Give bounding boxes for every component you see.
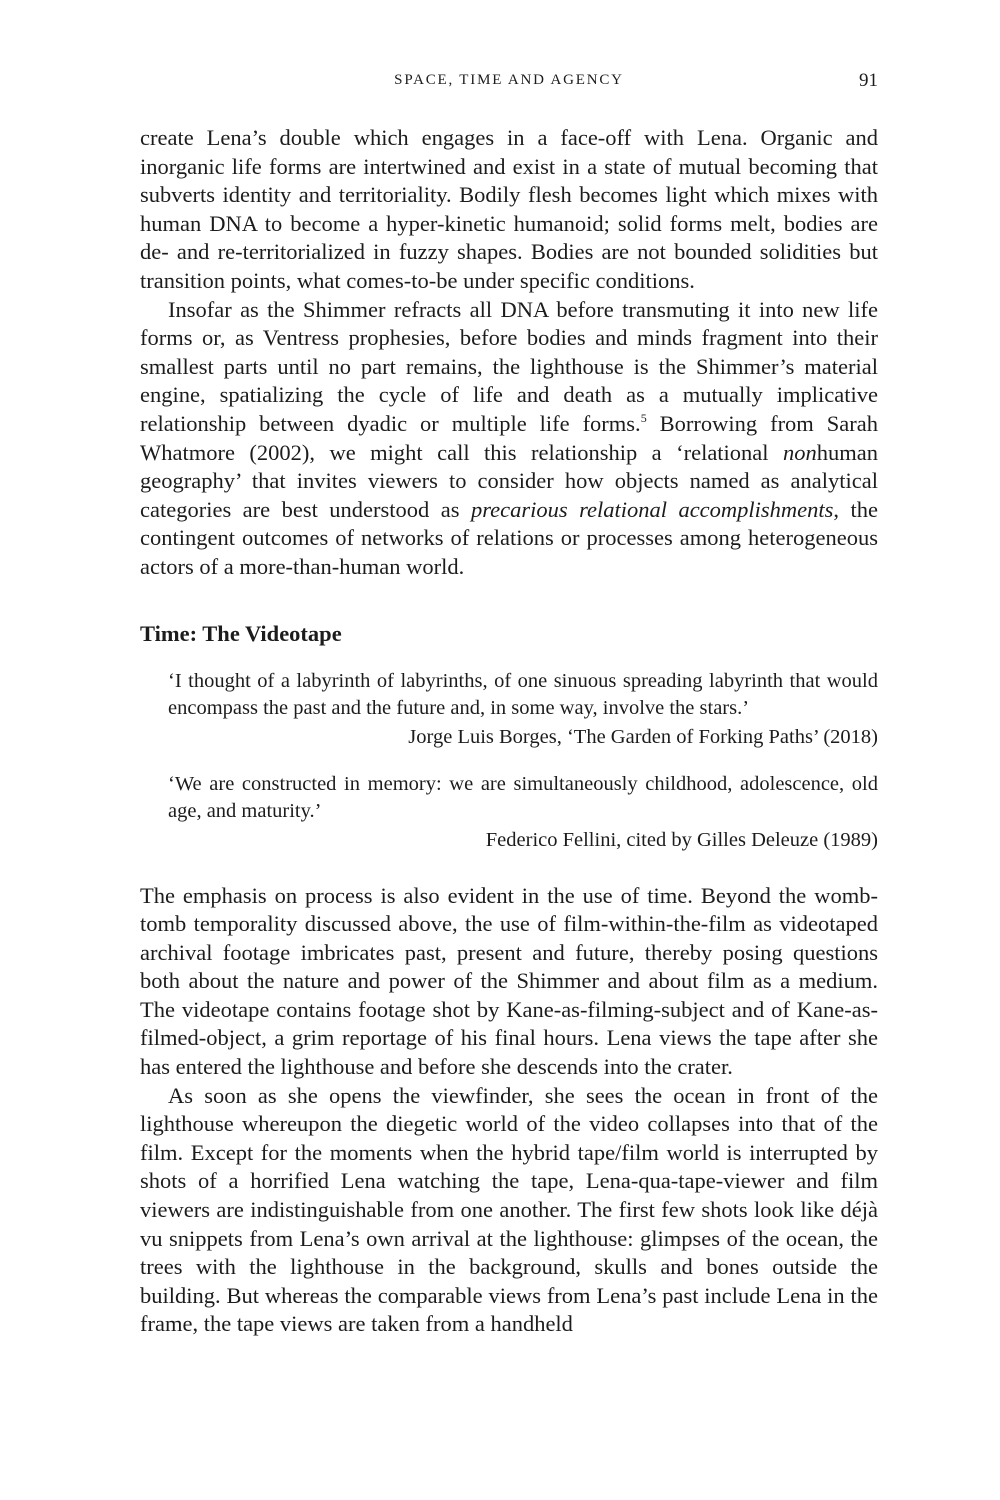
section-heading: Time: The Videotape	[140, 620, 342, 646]
epigraph-source: Jorge Luis Borges, ‘The Garden of Forking Paths’ (2018)	[408, 725, 878, 748]
page-number: 91	[859, 70, 878, 91]
body-paragraph-4: As soon as she opens the viewfinder, she sees the ocean in front of the lighthouse whereupon the diegetic world of the video collapses into that of the film. Except for the moments when the hybrid tape/film world is interrupted by shots of a horrified Lena watching the tape, Lena-qua-tape-viewer and film viewers are indistinguishable from one another. The first few shots look like déjà vu snippets from Lena’s own arrival at the lighthouse: glimpses of the ocean, the trees with the lighthouse in the background, skulls and bones outside the building. But whereas the comparable views from Lena’s past include Lena in the frame, the tape views are taken from a handheld	[140, 1082, 878, 1337]
epigraph-quote: ‘We are constructed in memory: we are simultaneously childhood, adolescence, old age, and maturity.’	[168, 772, 878, 822]
running-title: SPACE, TIME AND AGENCY	[394, 72, 624, 88]
epigraph-quote: ‘I thought of a labyrinth of labyrinths, of one sinuous spreading labyrinth that would encompass the past and the future and, in some way, involve the stars.’	[168, 669, 878, 719]
running-head	[140, 66, 878, 96]
body-paragraph-1: create Lena’s double which engages in a face-off with Lena. Organic and inorganic life forms are intertwined and exist in a state of mutual becoming that subverts identity and territoriality. Bodily flesh becomes light which mixes with human DNA to become a hyper-kinetic humanoid; solid forms melt, bodies are de- and re-territorialized in fuzzy shapes. Bodies are not bounded solidities but transition points, what comes-to-be under specific conditions.	[140, 125, 878, 293]
paragraph-2-emphasis-non: non	[783, 439, 817, 465]
paragraph-2-text-b: Borrowing from Sarah Whatmore (2002), we might call this relationship a ‘relational	[140, 410, 878, 465]
body-paragraph-2	[140, 296, 878, 582]
body-paragraph-3: The emphasis on process is also evident in the use of time. Beyond the womb-tomb temporality discussed above, the use of film-within-the-film as videotaped archival footage imbricates past, present and future, thereby posing questions both about the nature and power of the Shimmer and about film as a medium. The videotape contains footage shot by Kane-as-filming-subject and of Kane-as-filmed-object, a grim reportage of his final hours. Lena views the tape after she has entered the lighthouse and before she descends into the crater.	[140, 882, 878, 1080]
paragraph-2-emphasis-precarious: precarious relational accomplishments	[470, 496, 834, 522]
epigraph-fellini	[168, 771, 878, 854]
paragraph-2-text-d: , the contingent outcomes of networks of relations or processes among heterogeneous actors of a more-than-human world.	[140, 496, 878, 579]
footnote-marker: 5	[640, 410, 647, 425]
epigraph-borges	[168, 668, 878, 751]
paragraph-2-text-a: Insofar as the Shimmer refracts all DNA before transmuting it into new life forms or, as Ventress prophesies, before bodies and minds fragment into their smallest parts until no part remains, the lighthouse is the Shimmer’s material engine, spatializing the cycle of life and death as a mutually implicative relationship between dyadic or multiple life forms.	[140, 296, 878, 436]
paragraph-2-text-c: human geography’ that invites viewers to consider how objects named as analytical categories are best understood as	[140, 439, 878, 522]
epigraph-source: Federico Fellini, cited by Gilles Deleuze (1989)	[485, 828, 878, 851]
